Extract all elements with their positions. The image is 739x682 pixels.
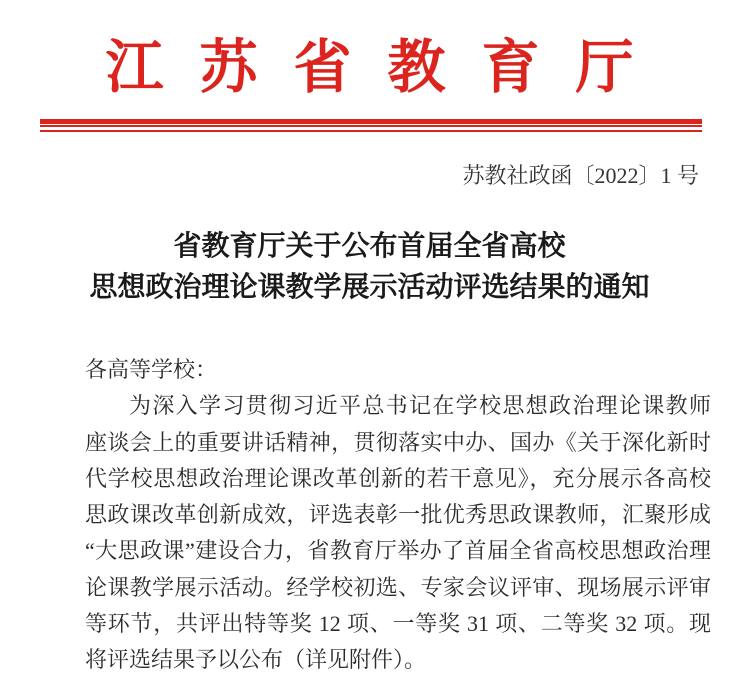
document-title [0, 226, 739, 308]
paragraph-line: 将评选结果予以公布（详见附件）。 [85, 647, 427, 673]
paragraph-line: “大思政课”建设合力，省教育厅举办了首届全省高校思想政治理 [85, 538, 711, 564]
agency-letterhead: 江苏省教育厅 [105, 35, 670, 100]
divider-thin-rule [40, 130, 702, 132]
document-body [85, 352, 711, 679]
paragraph-line: 座谈会上的重要讲话精神，贯彻落实中办、国办《关于深化新时 [85, 429, 711, 455]
document-reference-number: 苏教社政函〔2022〕1 号 [462, 163, 699, 188]
paragraph-line: 代学校思想政治理论课改革创新的若干意见》，充分展示各高校 [85, 465, 711, 491]
letterhead-divider [40, 119, 702, 132]
paragraph-line: 等环节，共评出特等奖 12 项、一等奖 31 项、二等奖 32 项。现 [85, 611, 711, 637]
salutation-line: 各高等学校： [85, 357, 218, 382]
paragraph-line: 论课教学展示活动。经学校初选、专家会议评审、现场展示评审 [85, 574, 711, 600]
document-title-line-1: 省教育厅关于公布首届全省高校 [173, 231, 566, 262]
paragraph-line: 思政课改革创新成效，评选表彰一批优秀思政课教师，汇聚形成 [85, 502, 711, 528]
paragraph-line: 为深入学习贯彻习近平总书记在学校思想政治理论课教师 [129, 393, 711, 419]
document-title-line-2: 思想政治理论课教学展示活动评选结果的通知 [89, 272, 650, 303]
